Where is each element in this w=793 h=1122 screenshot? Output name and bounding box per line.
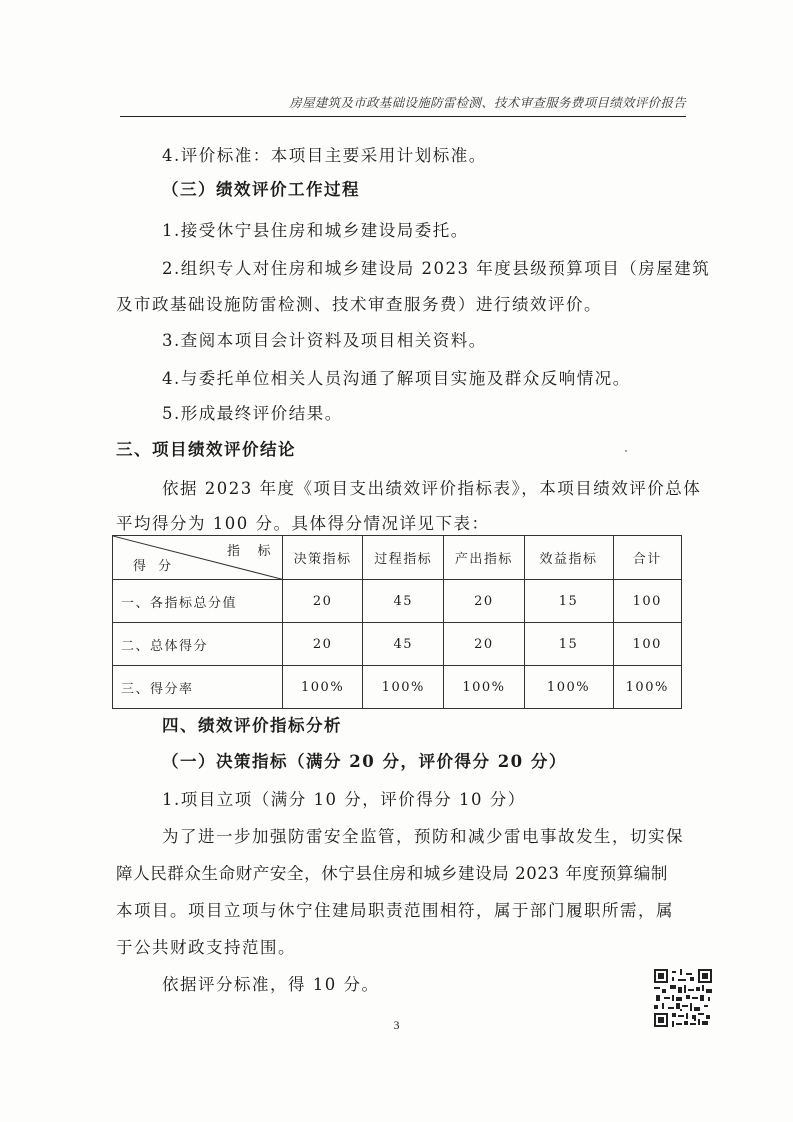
table-cell: 20 [283, 580, 363, 623]
row-label: 三、得分率 [113, 666, 283, 709]
heading-indicator-analysis: 四、绩效评价指标分析 [162, 716, 342, 735]
table-cell: 45 [363, 623, 444, 666]
process-step-2: 2.组织专人对住房和城乡建设局 2023 年度县级预算项目（房屋建筑 [162, 259, 711, 278]
table-cell: 100% [613, 666, 682, 709]
para-project-setup-cont2: 本项目。项目立项与休宁住建局职责范围相符，属于部门履职所需，属 [116, 901, 674, 920]
col-header-benefit: 效益指标 [524, 536, 613, 580]
para-conclusion: 依据 2023 年度《项目支出绩效评价指标表》，本项目绩效评价总体 [162, 479, 702, 498]
table-row [113, 623, 682, 666]
table-cell: 15 [524, 580, 613, 623]
subheading-project-setup: 1.项目立项（满分 10 分，评价得分 10 分） [162, 790, 526, 809]
para-project-setup: 为了进一步加强防雷安全监管，预防和减少雷电事故发生，切实保 [162, 827, 684, 846]
heading-decision-indicator: （一）决策指标（满分 20 分，评价得分 20 分） [162, 752, 567, 771]
heading-evaluation-process: （三）绩效评价工作过程 [162, 180, 360, 199]
table-cell: 100% [524, 666, 613, 709]
process-step-3: 3.查阅本项目会计资料及项目相关资料。 [162, 331, 487, 350]
scan-dot [625, 450, 627, 452]
process-step-1: 1.接受休宁县住房和城乡建设局委托。 [162, 221, 469, 240]
corner-label-indicator: 指 标 [226, 544, 273, 559]
para-project-setup-cont3: 于公共财政支持范围。 [116, 938, 296, 957]
table-cell: 100 [613, 623, 682, 666]
corner-label-score: 得分 [133, 559, 184, 574]
row-label: 一、各指标总分值 [113, 580, 283, 623]
page-header-title: 房屋建筑及市政基础设施防雷检测、技术审查服务费项目绩效评价报告 [289, 95, 686, 110]
table-row [113, 666, 682, 709]
para-score-result: 依据评分标准，得 10 分。 [162, 975, 380, 994]
col-header-output: 产出指标 [444, 536, 524, 580]
process-step-2-cont: 及市政基础设施防雷检测、技术审查服务费）进行绩效评价。 [116, 295, 602, 314]
heading-conclusion: 三、项目绩效评价结论 [116, 440, 296, 459]
table-cell: 100% [363, 666, 444, 709]
para-conclusion-cont: 平均得分为 100 分。具体得分情况详见下表： [116, 514, 490, 533]
process-step-4: 4.与委托单位相关人员沟通了解项目实施及群众反响情况。 [162, 369, 631, 388]
col-header-decision: 决策指标 [283, 536, 363, 580]
table-corner-cell [113, 536, 283, 580]
para-evaluation-standard: 4.评价标准：本项目主要采用计划标准。 [162, 146, 487, 165]
table-cell: 100% [444, 666, 524, 709]
para-project-setup-cont1: 障人民群众生命财产安全，休宁县住房和城乡建设局 2023 年度预算编制 [116, 864, 668, 883]
table-cell: 20 [444, 580, 524, 623]
table-cell: 15 [524, 623, 613, 666]
table-row [113, 580, 682, 623]
header-rule [120, 116, 686, 117]
page-number: 3 [393, 1018, 400, 1032]
col-header-process: 过程指标 [363, 536, 444, 580]
table-cell: 45 [363, 580, 444, 623]
score-table [112, 535, 682, 709]
table-cell: 20 [283, 623, 363, 666]
row-label: 二、总体得分 [113, 623, 283, 666]
table-header-row [113, 536, 682, 580]
table-cell: 20 [444, 623, 524, 666]
table-cell: 100% [283, 666, 363, 709]
col-header-total: 合计 [613, 536, 682, 580]
table-cell: 100 [613, 580, 682, 623]
process-step-5: 5.形成最终评价结果。 [162, 404, 343, 423]
